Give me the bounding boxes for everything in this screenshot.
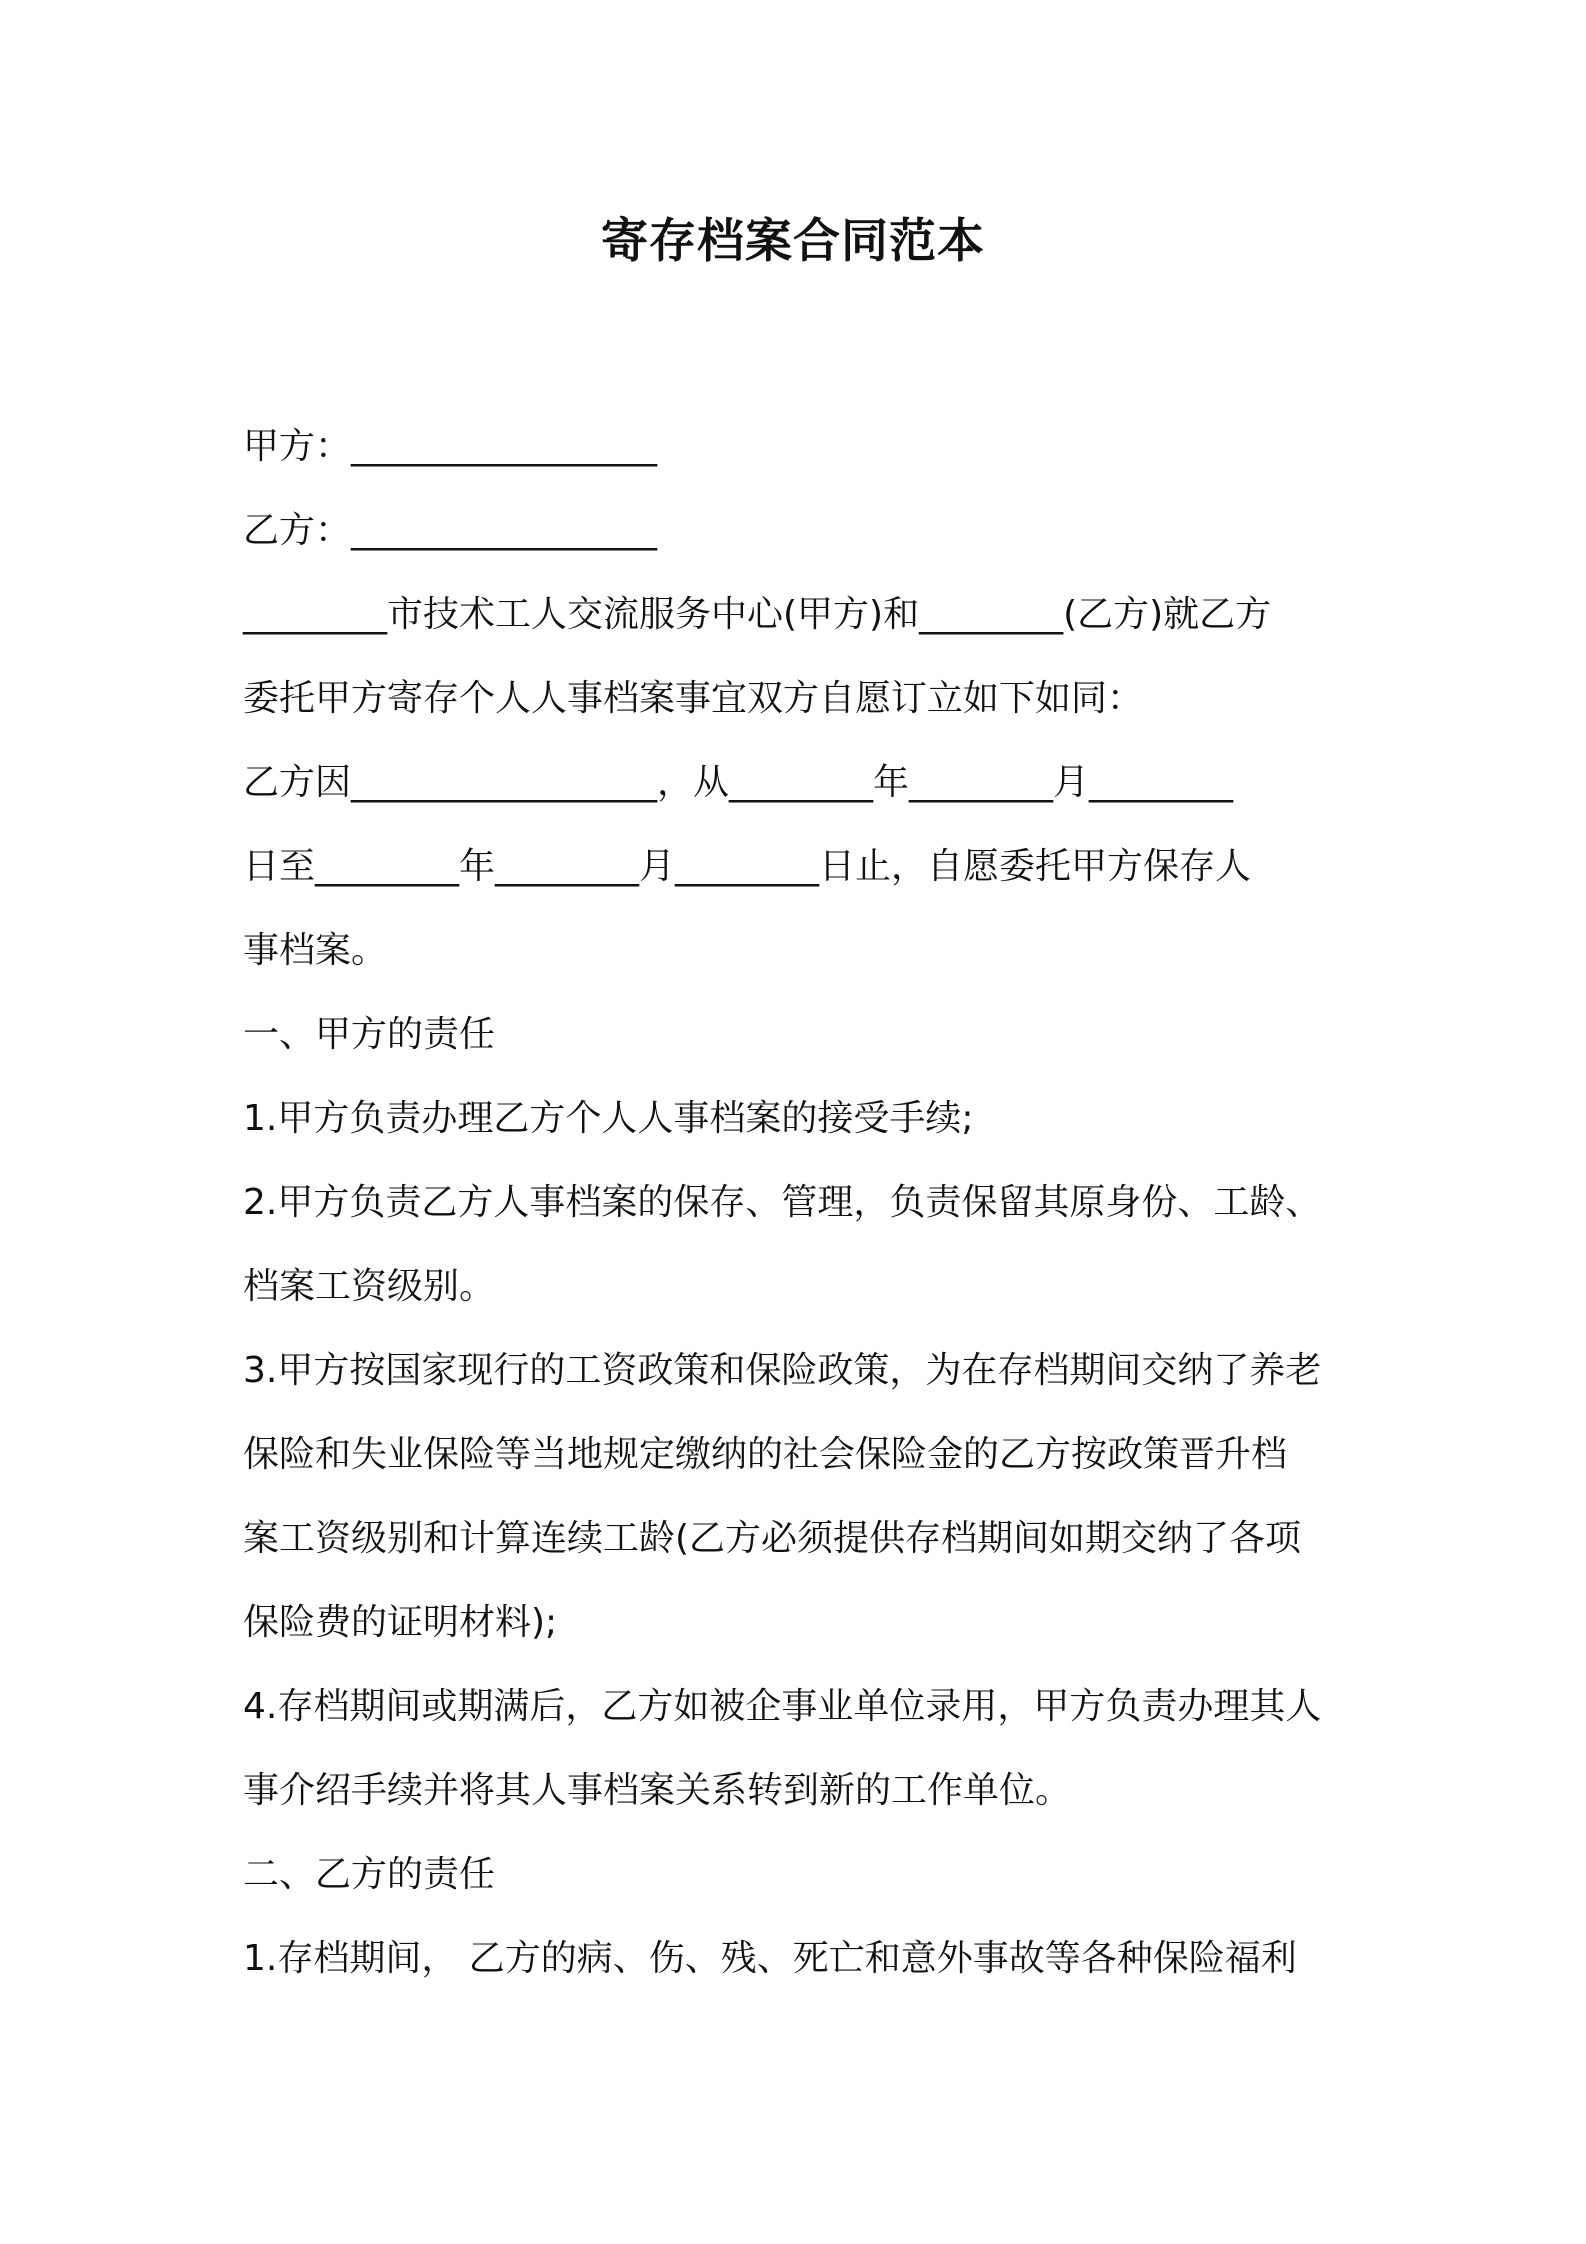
term-line: 事档案。 [243, 930, 388, 971]
clause-line: 案工资级别和计算连续工龄(乙方必须提供存档期间如期交纳了各项 [243, 1518, 1302, 1559]
clause-line: 档案工资级别。 [243, 1266, 496, 1307]
clause-line: 3.甲方按国家现行的工资政策和保险政策，为在存档期间交纳了养老 [243, 1350, 1322, 1391]
term-line: 日至________年________月________日止，自愿委托甲方保存人 [243, 846, 1252, 887]
intro-line: 委托甲方寄存个人人事档案事宜双方自愿订立如下如同： [243, 678, 1144, 719]
clause-line: 1.甲方负责办理乙方个人人事档案的接受手续; [243, 1098, 974, 1139]
section-heading-party-b: 二、乙方的责任 [243, 1854, 496, 1895]
clause-line: 保险费的证明材料); [243, 1602, 558, 1643]
clause-line: 4.存档期间或期满后，乙方如被企事业单位录用，甲方负责办理其人 [243, 1686, 1322, 1727]
party-a-line: 甲方：_________________ [243, 426, 658, 467]
party-b-line: 乙方：_________________ [243, 510, 658, 551]
document-body [243, 405, 1363, 2001]
clause-line: 保险和失业保险等当地规定缴纳的社会保险金的乙方按政策晋升档 [243, 1434, 1288, 1475]
document-title: 寄存档案合同范本 [601, 214, 985, 269]
intro-line: ________市技术工人交流服务中心(甲方)和________(乙方)就乙方 [243, 594, 1272, 635]
term-line: 乙方因_________________，从________年________月________ [243, 762, 1234, 803]
clause-line: 2.甲方负责乙方人事档案的保存、管理，负责保留其原身份、工龄、 [243, 1182, 1322, 1223]
section-heading-party-a: 一、甲方的责任 [243, 1014, 496, 1055]
clause-line: 事介绍手续并将其人事档案关系转到新的工作单位。 [243, 1770, 1072, 1811]
clause-line: 1.存档期间， 乙方的病、伤、残、死亡和意外事故等各种保险福利 [243, 1938, 1297, 1979]
